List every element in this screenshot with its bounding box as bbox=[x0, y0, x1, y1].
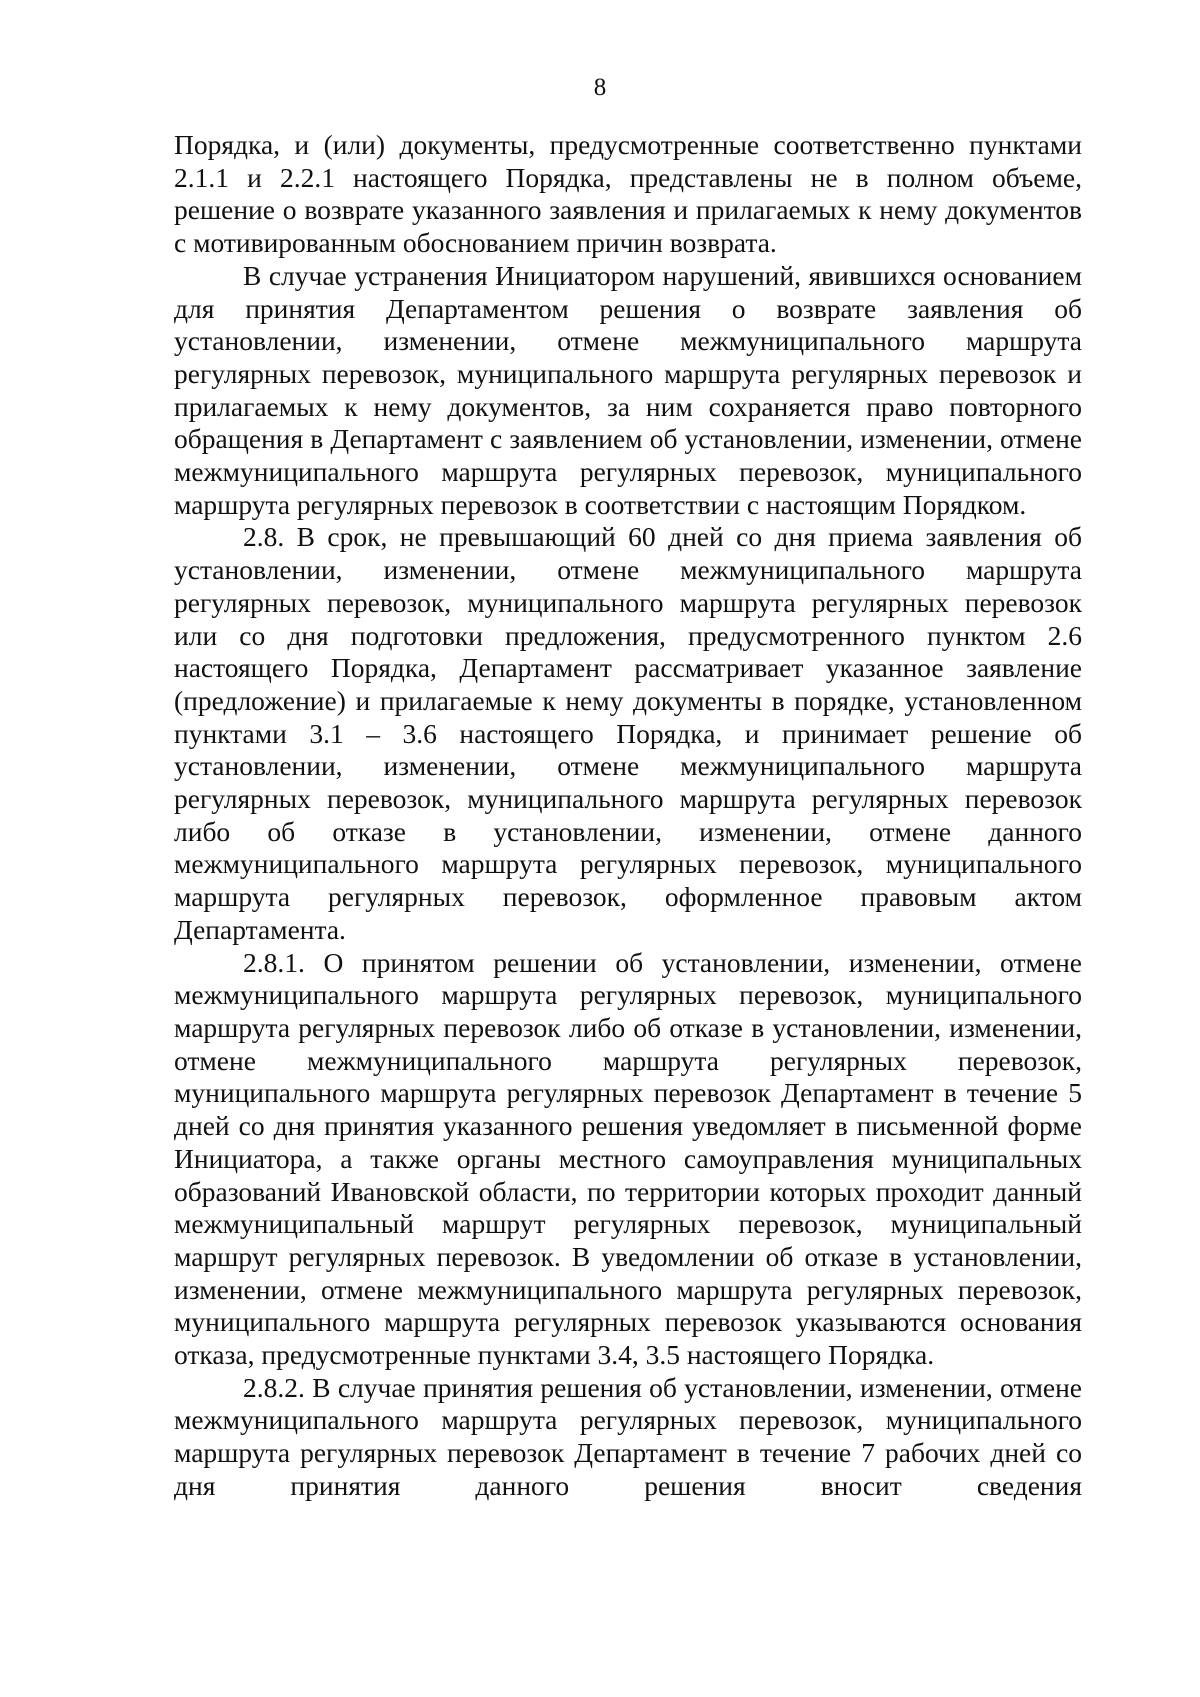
document-body bbox=[174, 129, 1082, 1503]
page-number: 8 bbox=[593, 74, 607, 101]
paragraph-2-8-2: 2.8.2. В случае принятия решения об установлении, изменении, отмене межмуниципального маршрута регулярных перевозок, муниципального маршрута регулярных перевозок Департамент в течение 7 рабочих дней со дня принятия данного решения вносит сведения bbox=[174, 1371, 1082, 1501]
paragraph-continuation: Порядка, и (или) документы, предусмотренные соответственно пунктами 2.1.1 и 2.2.1 настоящего Порядка, представлены не в полном объеме, решение о возврате указанного заявления и прилагаемых к нему документов с мотивированным обоснованием причин возврата. bbox=[174, 129, 1082, 259]
paragraph-2-8: 2.8. В срок, не превышающий 60 дней со дня приема заявления об установлении, изменении, отмене межмуниципального маршрута регулярных перевозок, муниципального маршрута регулярных перевозок или со дня подготовки предложения, предусмотренного пунктом 2.6 настоящего Порядка, Департамент рассматривает указанное заявление (предложение) и прилагаемые к нему документы в порядке, установленном пунктами 3.1 – 3.6 настоящего Порядка, и принимает решение об установлении, изменении, отмене межмуниципального маршрута регулярных перевозок, муниципального маршрута регулярных перевозок либо об отказе в установлении, изменении, отмене данного межмуниципального маршрута регулярных перевозок, муниципального маршрута регулярных перевозок, оформленное правовым актом Департамента. bbox=[174, 521, 1082, 945]
paragraph-initiator-rights: В случае устранения Инициатором нарушений, явившихся основанием для принятия Департаментом решения о возврате заявления об установлении, изменении, отмене межмуниципального маршрута регулярных перевозок, муниципального маршрута регулярных перевозок и прилагаемых к нему документов, за ним сохраняется право повторного обращения в Департамент с заявлением об установлении, изменении, отмене межмуниципального маршрута регулярных перевозок, муниципального маршрута регулярных перевозок в соответствии с настоящим Порядком. bbox=[174, 259, 1082, 520]
paragraph-2-8-1: 2.8.1. О принятом решении об установлении, изменении, отмене межмуниципального маршрута регулярных перевозок, муниципального маршрута регулярных перевозок либо об отказе в установлении, изменении, отмене межмуниципального маршрута регулярных перевозок, муниципального маршрута регулярных перевозок Департамент в течение 5 дней со дня принятия указанного решения уведомляет в письменной форме Инициатора, а также органы местного самоуправления муниципальных образований Ивановской области, по территории которых проходит данный межмуниципальный маршрут регулярных перевозок, муниципальный маршрут регулярных перевозок. В уведомлении об отказе в установлении, изменении, отмене межмуниципального маршрута регулярных перевозок, муниципального маршрута регулярных перевозок указываются основания отказа, предусмотренные пунктами 3.4, 3.5 настоящего Порядка. bbox=[174, 946, 1082, 1371]
